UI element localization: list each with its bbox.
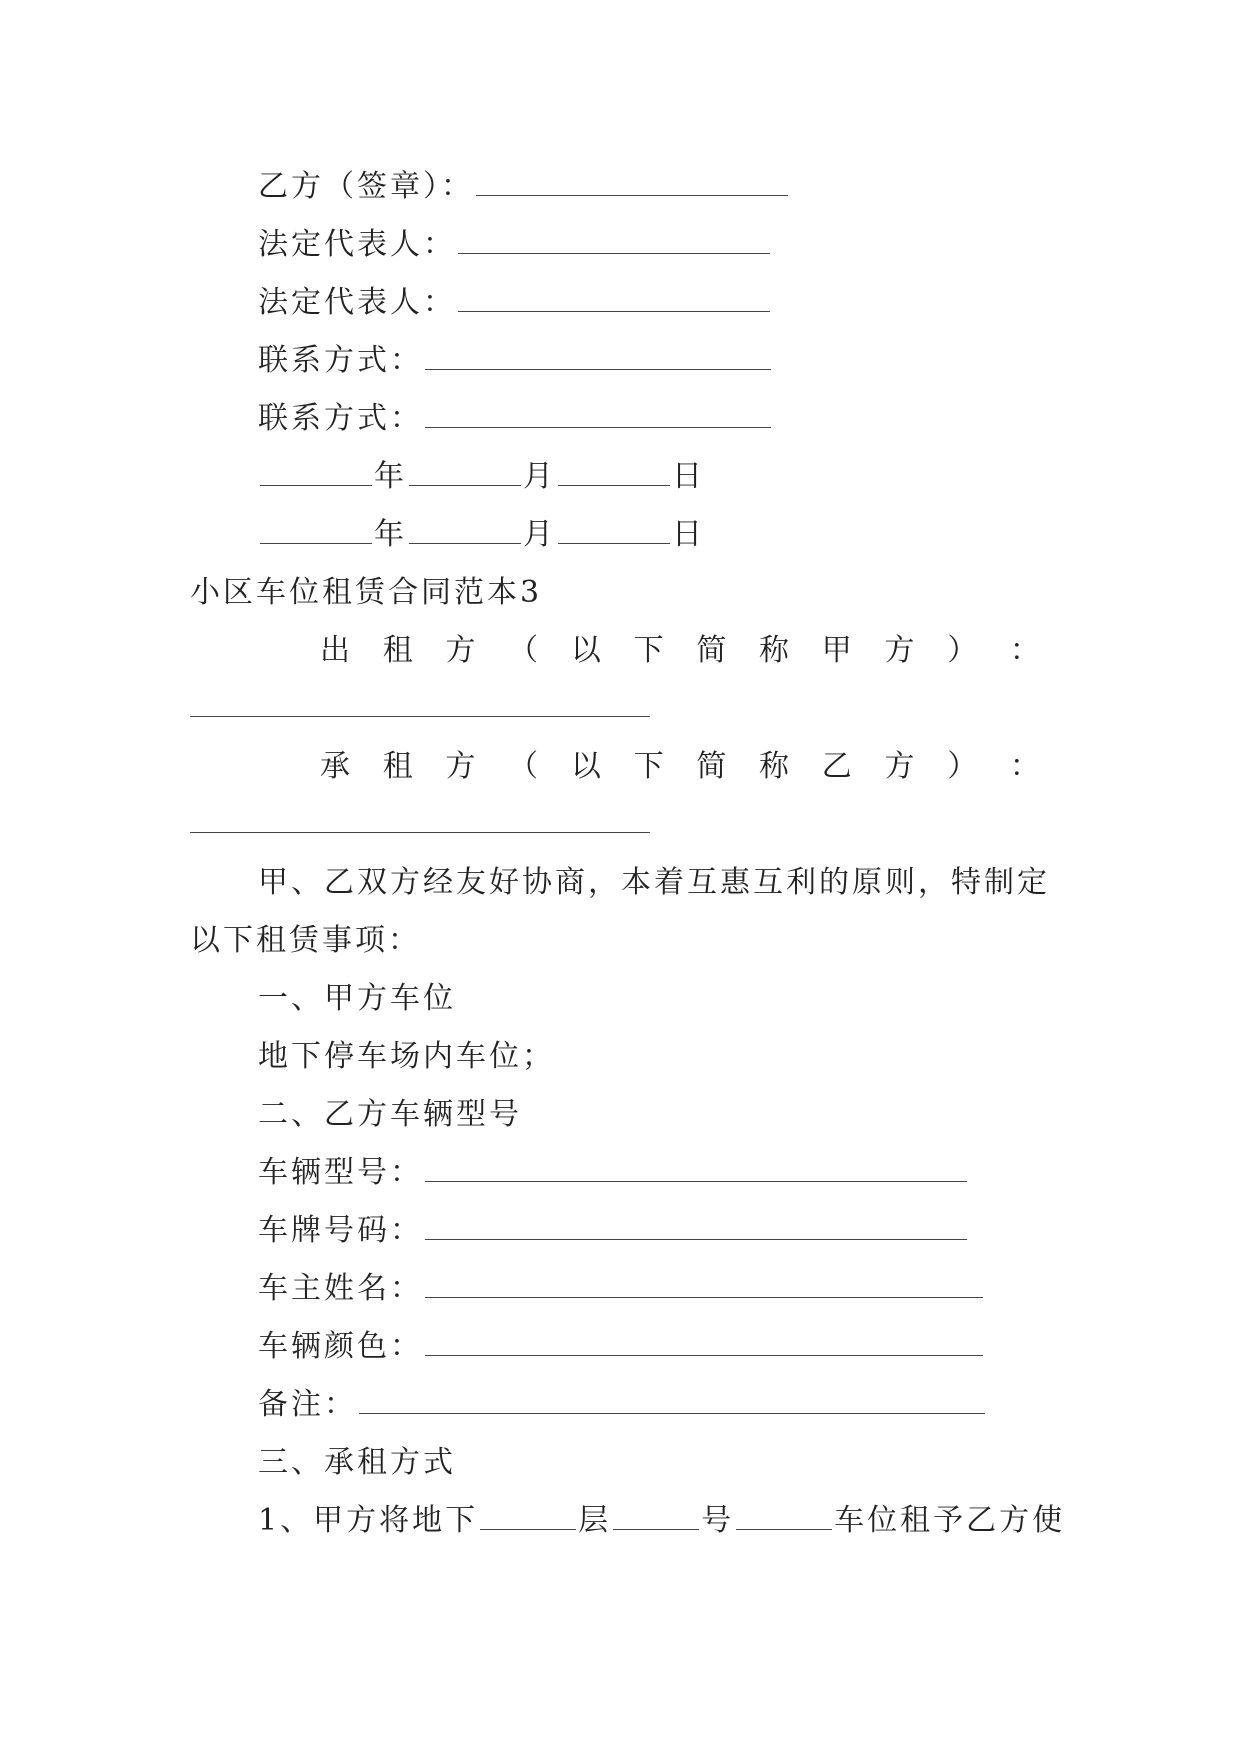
lessee-blank[interactable] (190, 832, 650, 833)
lessor-line-char: 方 (445, 633, 476, 668)
lessee-line (320, 749, 1040, 784)
lessor-line-char: 方 (884, 633, 915, 668)
contact-blank[interactable] (425, 347, 771, 370)
number-blank[interactable] (613, 1507, 699, 1530)
vehicle-model-blank[interactable] (425, 1159, 967, 1182)
lessor-line-char: 甲 (821, 633, 852, 668)
lessor-blank[interactable] (190, 716, 650, 717)
vehicle-color-label: 车辆颜色： (258, 1329, 423, 1364)
month-blank[interactable] (409, 521, 521, 544)
lessor-line-char: 下 (633, 633, 664, 668)
clause-1-text-end: 车位租予乙方使 (834, 1503, 1066, 1538)
lessee-line-char: 承 (320, 749, 350, 784)
lessor-line-char: 简 (696, 633, 727, 668)
day-label: 日 (672, 517, 705, 552)
lessor-line (320, 633, 1040, 668)
day-blank[interactable] (558, 521, 670, 544)
vehicle-color-line (258, 1329, 985, 1364)
legal-rep-label: 法定代表人： (258, 227, 456, 262)
owner-name-line (258, 1271, 985, 1306)
date-line-1 (258, 459, 705, 494)
section-2-heading: 二、乙方车辆型号 (258, 1097, 522, 1132)
party-b-signature-blank[interactable] (476, 173, 788, 196)
year-blank[interactable] (260, 463, 372, 486)
lessee-line-char: （ (508, 749, 539, 784)
remarks-blank[interactable] (359, 1391, 985, 1414)
legal-rep-blank[interactable] (458, 289, 770, 312)
number-label: 号 (701, 1503, 735, 1538)
lessee-line-char: 下 (633, 749, 664, 784)
month-label: 月 (523, 459, 556, 494)
lessee-line-char: 以 (570, 749, 601, 784)
lessee-line-char: 租 (382, 749, 413, 784)
legal-rep-line-1 (258, 227, 772, 262)
party-b-signature-line (258, 169, 790, 204)
year-label: 年 (374, 459, 407, 494)
lessor-line-char: 称 (759, 633, 790, 668)
legal-rep-label: 法定代表人： (258, 285, 456, 320)
owner-name-label: 车主姓名： (258, 1271, 423, 1306)
space-blank[interactable] (736, 1507, 832, 1530)
month-blank[interactable] (409, 463, 521, 486)
contact-label: 联系方式： (258, 343, 423, 378)
party-b-signature-label: 乙方（签章）： (258, 169, 474, 204)
section-3-heading: 三、承租方式 (258, 1445, 456, 1480)
vehicle-color-blank[interactable] (425, 1333, 983, 1356)
intro-paragraph-line-1: 甲、乙双方经友好协商，本着互惠互利的原则，特制定 (258, 865, 1050, 900)
clause-1-line (258, 1503, 1066, 1538)
vehicle-model-label: 车辆型号： (258, 1155, 423, 1190)
month-label: 月 (523, 517, 556, 552)
contact-line-1 (258, 343, 773, 378)
lessee-line-char: 方 (884, 749, 915, 784)
day-blank[interactable] (558, 463, 670, 486)
lessee-line-char: 简 (696, 749, 727, 784)
legal-rep-line-2 (258, 285, 772, 320)
floor-blank[interactable] (480, 1507, 576, 1530)
lessee-line-char: ） (947, 749, 978, 784)
section-1-heading: 一、甲方车位 (258, 981, 456, 1016)
lessor-line-char: ： (1009, 633, 1040, 668)
contact-blank[interactable] (425, 405, 771, 428)
year-blank[interactable] (260, 521, 372, 544)
section-1-body: 地下停车场内车位； (258, 1039, 555, 1074)
remarks-line (258, 1387, 987, 1422)
lessee-line-char: 方 (445, 749, 476, 784)
lessee-line-char: ： (1009, 749, 1040, 784)
lessor-line-char: （ (508, 633, 539, 668)
lessee-line-char: 乙 (821, 749, 852, 784)
vehicle-model-line (258, 1155, 969, 1190)
plate-number-line (258, 1213, 969, 1248)
contract-title: 小区车位租赁合同范本3 (190, 575, 543, 610)
day-label: 日 (672, 459, 705, 494)
intro-paragraph-line-2: 以下租赁事项： (190, 923, 421, 958)
plate-number-blank[interactable] (425, 1217, 967, 1240)
plate-number-label: 车牌号码： (258, 1213, 423, 1248)
remarks-label: 备注： (258, 1387, 357, 1422)
lessor-line-char: ） (947, 633, 978, 668)
lessor-line-char: 出 (320, 633, 350, 668)
contact-label: 联系方式： (258, 401, 423, 436)
contact-line-2 (258, 401, 773, 436)
year-label: 年 (374, 517, 407, 552)
date-line-2 (258, 517, 705, 552)
lessor-line-char: 租 (382, 633, 413, 668)
legal-rep-blank[interactable] (458, 231, 770, 254)
lessor-line-char: 以 (570, 633, 601, 668)
lessee-line-char: 称 (759, 749, 790, 784)
clause-1-text-start: 1、甲方将地下 (258, 1503, 479, 1538)
owner-name-blank[interactable] (425, 1275, 983, 1298)
floor-label: 层 (578, 1503, 612, 1538)
